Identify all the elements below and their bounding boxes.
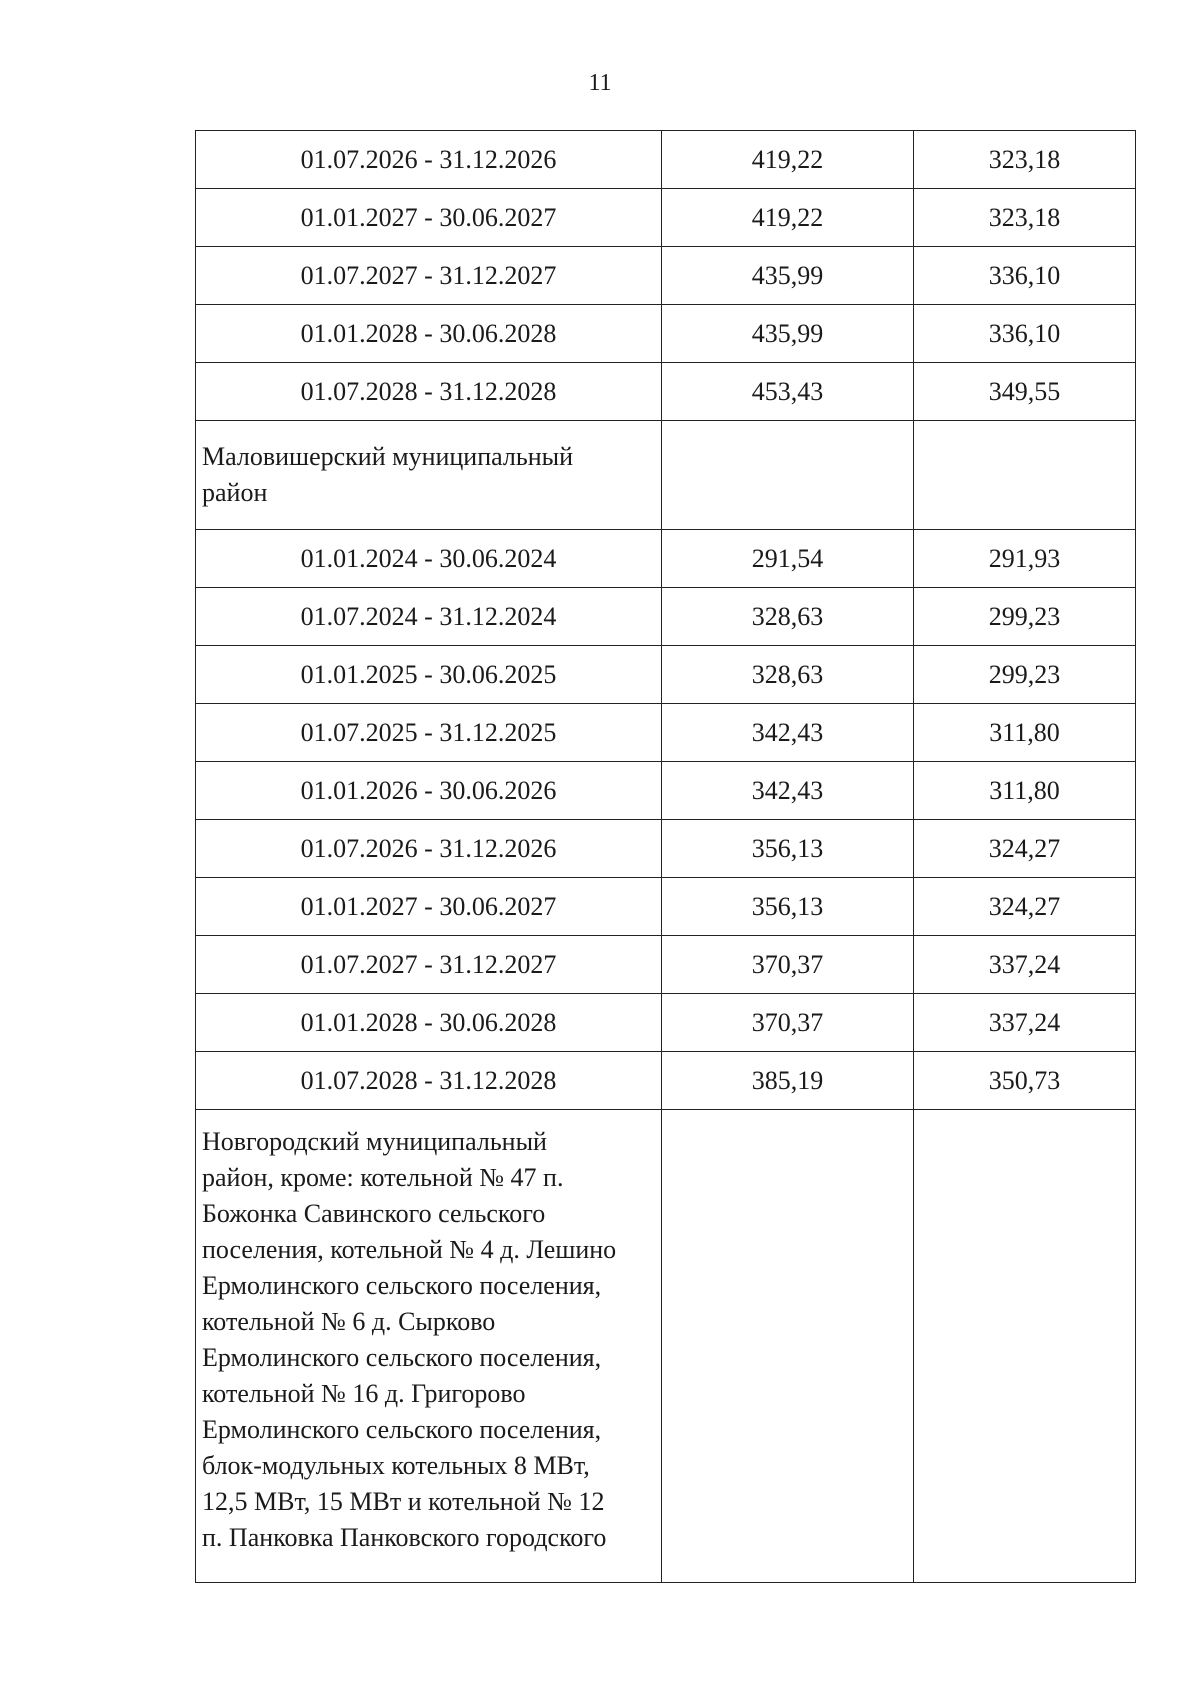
section-title-line: Новгородский муниципальный [202, 1127, 547, 1156]
empty-cell-1 [662, 421, 914, 530]
section-title-line: 12,5 МВт, 15 МВт и котельной № 12 [202, 1487, 605, 1516]
section-title-cell [196, 421, 662, 530]
table-row [196, 131, 1136, 189]
period-cell: 01.01.2024 - 30.06.2024 [196, 530, 662, 588]
table-row [196, 936, 1136, 994]
period-cell: 01.01.2028 - 30.06.2028 [196, 994, 662, 1052]
value-cell-2: 291,93 [914, 530, 1136, 588]
value-cell-1: 419,22 [662, 189, 914, 247]
value-cell-2: 324,27 [914, 820, 1136, 878]
value-cell-1: 356,13 [662, 820, 914, 878]
section-title-line: котельной № 16 д. Григорово [202, 1379, 526, 1408]
value-cell-2: 336,10 [914, 247, 1136, 305]
value-cell-2: 337,24 [914, 994, 1136, 1052]
value-cell-2: 324,27 [914, 878, 1136, 936]
section-title-line: Ермолинского сельского поселения, [202, 1271, 602, 1300]
period-cell: 01.07.2026 - 31.12.2026 [196, 131, 662, 189]
empty-cell-2 [914, 1110, 1136, 1583]
value-cell-1: 419,22 [662, 131, 914, 189]
value-cell-1: 356,13 [662, 878, 914, 936]
table-row [196, 762, 1136, 820]
period-cell: 01.01.2026 - 30.06.2026 [196, 762, 662, 820]
empty-cell-1 [662, 1110, 914, 1583]
period-cell: 01.01.2025 - 30.06.2025 [196, 646, 662, 704]
section-row [196, 421, 1136, 530]
table-row [196, 704, 1136, 762]
table-row [196, 305, 1136, 363]
value-cell-1: 370,37 [662, 936, 914, 994]
table-row [196, 1052, 1136, 1110]
tariff-table [195, 130, 1136, 1583]
period-cell: 01.07.2028 - 31.12.2028 [196, 1052, 662, 1110]
period-cell: 01.07.2026 - 31.12.2026 [196, 820, 662, 878]
value-cell-2: 337,24 [914, 936, 1136, 994]
value-cell-2: 336,10 [914, 305, 1136, 363]
value-cell-1: 435,99 [662, 247, 914, 305]
table-row [196, 530, 1136, 588]
period-cell: 01.07.2025 - 31.12.2025 [196, 704, 662, 762]
section-title-line: район [202, 478, 268, 507]
period-cell: 01.07.2027 - 31.12.2027 [196, 247, 662, 305]
section-title-line: Божонка Савинского сельского [202, 1199, 546, 1228]
table-row [196, 588, 1136, 646]
value-cell-1: 453,43 [662, 363, 914, 421]
period-cell: 01.07.2028 - 31.12.2028 [196, 363, 662, 421]
section-title-line: п. Панковка Панковского городского [202, 1523, 607, 1552]
empty-cell-2 [914, 421, 1136, 530]
value-cell-2: 323,18 [914, 189, 1136, 247]
table-row [196, 363, 1136, 421]
value-cell-1: 291,54 [662, 530, 914, 588]
value-cell-1: 385,19 [662, 1052, 914, 1110]
section-title-line: котельной № 6 д. Сырково [202, 1307, 496, 1336]
value-cell-2: 323,18 [914, 131, 1136, 189]
value-cell-2: 350,73 [914, 1052, 1136, 1110]
value-cell-2: 311,80 [914, 704, 1136, 762]
value-cell-1: 328,63 [662, 588, 914, 646]
section-title-line: Маловишерский муниципальный [202, 442, 574, 471]
table-row [196, 820, 1136, 878]
section-title-line: блок-модульных котельных 8 МВт, [202, 1451, 590, 1480]
table-row [196, 646, 1136, 704]
value-cell-2: 299,23 [914, 588, 1136, 646]
table-row [196, 994, 1136, 1052]
table-row [196, 189, 1136, 247]
section-title-line: поселения, котельной № 4 д. Лешино [202, 1235, 617, 1264]
value-cell-2: 311,80 [914, 762, 1136, 820]
section-row [196, 1110, 1136, 1583]
section-title-cell [196, 1110, 662, 1583]
period-cell: 01.01.2027 - 30.06.2027 [196, 878, 662, 936]
value-cell-2: 299,23 [914, 646, 1136, 704]
period-cell: 01.01.2027 - 30.06.2027 [196, 189, 662, 247]
tariff-table-body [196, 131, 1136, 1583]
table-row [196, 878, 1136, 936]
value-cell-1: 370,37 [662, 994, 914, 1052]
section-title-line: Ермолинского сельского поселения, [202, 1343, 602, 1372]
value-cell-1: 328,63 [662, 646, 914, 704]
section-title-line: район, кроме: котельной № 47 п. [202, 1163, 564, 1192]
page-number: 11 [588, 70, 612, 96]
section-title-line: Ермолинского сельского поселения, [202, 1415, 602, 1444]
value-cell-1: 435,99 [662, 305, 914, 363]
period-cell: 01.01.2028 - 30.06.2028 [196, 305, 662, 363]
value-cell-2: 349,55 [914, 363, 1136, 421]
value-cell-1: 342,43 [662, 762, 914, 820]
table-row [196, 247, 1136, 305]
value-cell-1: 342,43 [662, 704, 914, 762]
period-cell: 01.07.2027 - 31.12.2027 [196, 936, 662, 994]
period-cell: 01.07.2024 - 31.12.2024 [196, 588, 662, 646]
